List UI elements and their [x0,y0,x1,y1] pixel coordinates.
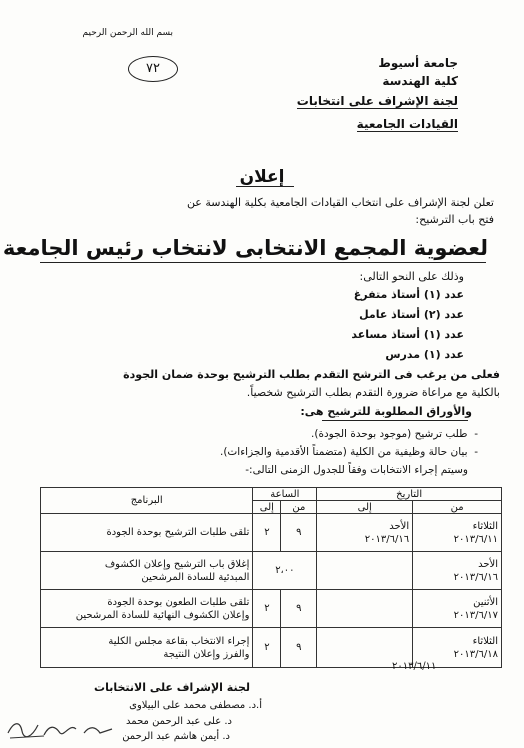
to-date-cell [317,552,413,590]
program-line: المبدئية للسادة المرشحين [141,571,250,583]
day-name: الثلاثاء [472,520,498,532]
papers-title: والأوراق المطلوبة للترشيح هى: [300,405,472,418]
time-from-cell: ٩ [281,514,317,552]
time-to-cell: ٢ [253,514,281,552]
day-name: الأحد [389,520,410,532]
page-number-stamp: ٧٢ [128,56,178,82]
day-name: الأحد [478,558,498,570]
basmala: بسم الله الرحمن الرحيم [82,28,173,38]
announcement-title: إعلان [239,167,285,187]
time-from-cell: ٩ [281,590,317,628]
schedule-intro: وسيتم إجراء الانتخابات وفقاً للجدول الزمنى التالى:- [245,464,468,476]
paper-item [311,428,478,440]
committee-member: د. أيمن هاشم عبد الرحمن [122,731,230,742]
day-name: الأثنين [473,596,498,608]
committee-name: لجنة الإشراف على انتخابات [296,94,458,108]
as-follows: وذلك على النحو التالى: [359,270,464,283]
leadership-label: القيادات الجامعية [356,117,458,131]
table-header-row [41,488,502,501]
date-value: ٢٠١٣/٦/١٦ [364,533,410,545]
schedule-table [40,487,502,668]
bullet-dash: - [467,428,478,440]
position-item: عدد (١) مدرس [385,348,464,361]
date-to-header: إلى [317,501,413,514]
program-line: تلقى طلبات الترشيح بوحدة الجودة [106,527,250,538]
handwritten-signature [4,715,118,741]
time-header: الساعة [253,488,317,501]
time-from-header: من [281,501,317,514]
program-line: إغلاق باب الترشيح وإعلان الكشوف [104,558,250,570]
paper-item [220,446,478,458]
table-row [41,552,502,590]
program-cell [41,590,253,628]
headline-underline [40,262,486,263]
committee-member: د. على عبد الرحمن محمد [126,716,232,727]
time-to-header: إلى [253,501,281,514]
date-header: التاريخ [317,488,502,501]
date-value: ٢٠١٣/٦/١٧ [453,609,498,621]
time-to-cell: ٢ [253,628,281,668]
from-date-cell [413,552,502,590]
paragraph-line-1: فعلى من يرغب فى الترشح التقدم بطلب الترشيح بوحدة ضمان الجودة [123,368,500,381]
faculty-name: كلية الهندسة [382,74,458,88]
bullet-dash: - [467,446,478,458]
committee-signature-title: لجنة الإشراف على الانتخابات [94,681,250,694]
date-from-header: من [413,501,502,514]
time-to-cell: ٢ [253,590,281,628]
table-row [41,590,502,628]
paper-item-text: طلب ترشيح (موجود بوحدة الجودة). [311,428,468,440]
program-line: والفرز وإعلان النتيجة [163,648,250,660]
committee-member: أ.د. مصطفى محمد على البيلاوى [129,700,262,711]
university-name: جامعة أسيوط [378,56,458,70]
date-value: ٢٠١٣/٦/١١ [453,533,498,545]
date-value: ٢٠١٣/٦/١٨ [453,648,498,660]
paragraph-line-2: بالكلية مع مراعاة ضرورة التقدم بطلب الترشيح شخصياً. [246,386,500,399]
title-underline [236,186,294,187]
papers-title-underline [322,420,468,421]
program-line: تلقى طلبات الطعون بوحدة الجودة [107,596,250,608]
to-date-cell [317,590,413,628]
program-line: وإعلان الكشوف النهائية للسادة المرشحين [75,609,250,621]
to-date-cell [317,514,413,552]
program-line: إجراء الانتخاب بقاعة مجلس الكلية [108,635,250,647]
position-item: عدد (٢) أستاذ عامل [359,308,464,321]
paper-item-text: بيان حالة وظيفية من الكلية (متضمناً الأقدمية والجزاءات). [219,446,468,458]
announcement-headline: لعضوية المجمع الانتخابى لانتخاب رئيس الجامعة [2,236,488,260]
date-value: ٢٠١٣/٦/١٦ [453,571,498,583]
program-cell [41,552,253,590]
from-date-cell [413,590,502,628]
program-header: البرنامج [41,488,253,514]
from-date-cell [413,514,502,552]
position-item: عدد (١) أستاذ متفرغ [353,288,464,301]
table-row [41,514,502,552]
time-merged-cell: ٢،٠٠ [253,552,317,590]
intro-line-1: تعلن لجنة الإشراف على انتخاب القيادات الجامعية بكلية الهندسة عن [186,196,494,209]
program-cell [41,514,253,552]
position-item: عدد (١) أستاذ مساعد [351,328,464,341]
intro-line-2: فتح باب الترشيح: [415,213,494,226]
day-name: الثلاثاء [472,635,498,647]
program-cell [41,628,253,668]
footer-date: ٢٠١٣/٦/١١ [392,661,437,672]
time-from-cell: ٩ [281,628,317,668]
